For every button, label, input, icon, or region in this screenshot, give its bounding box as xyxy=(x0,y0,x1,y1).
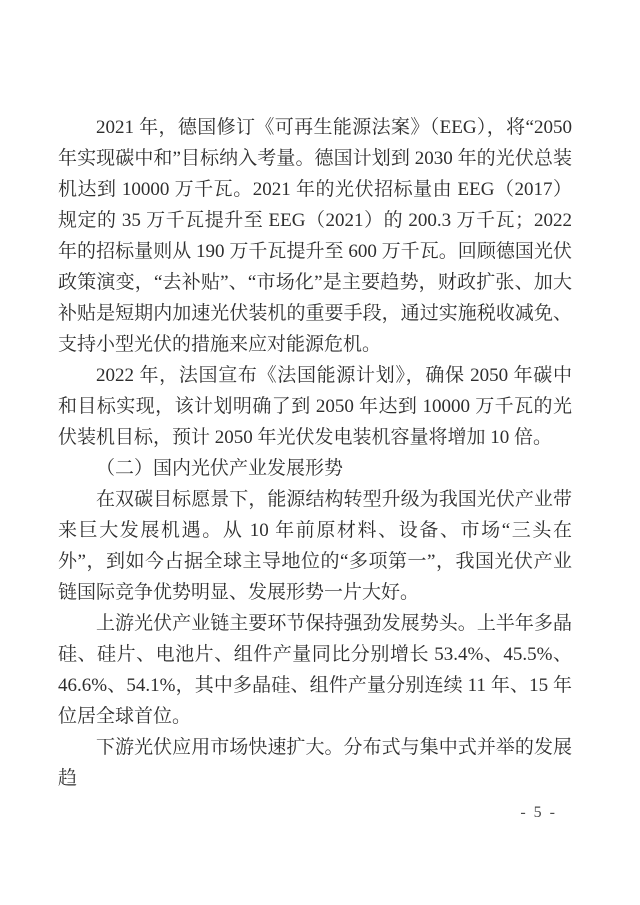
page-number: - 5 - xyxy=(520,804,557,821)
section-heading-domestic-pv: （二）国内光伏产业发展形势 xyxy=(96,458,344,479)
paragraph-france-energy-plan: 2022 年，法国宣布《法国能源计划》，确保 2050 年碳中和目标实现，该计划明确了到 2050 年达到 10000 万千瓦的光伏装机目标，预计 2050 年光伏发电装机容量将增加 10 倍。 xyxy=(58,365,572,448)
document-body xyxy=(58,112,572,794)
paragraph-germany-eeg: 2021 年，德国修订《可再生能源法案》（EEG），将“2050 年实现碳中和”目标纳入考量。德国计划到 2030 年的光伏总装机达到 10000 万千瓦。2021 年的光伏招标量由 EEG（2017）规定的 35 万千瓦提升至 EEG（2021）的 200.3 万千瓦；2022 年的招标量则从 190 万千瓦提升至 600 万千瓦。回顾德国光伏政策演变，“去补贴”、“市场化”是主要趋势，财政扩张、加大补贴是短期内加速光伏装机的重要手段，通过实施税收减免、支持小型光伏的措施来应对能源危机。 xyxy=(58,117,572,355)
paragraph-upstream-chain: 上游光伏产业链主要环节保持强劲发展势头。上半年多晶硅、硅片、电池片、组件产量同比分别增长 53.4%、45.5%、46.6%、54.1%，其中多晶硅、组件产量分别连续 11 年、15 年位居全球首位。 xyxy=(58,613,572,727)
paragraph-downstream-market: 下游光伏应用市场快速扩大。分布式与集中式并举的发展趋 xyxy=(58,737,572,789)
paragraph-dual-carbon-opportunity: 在双碳目标愿景下，能源结构转型升级为我国光伏产业带来巨大发展机遇。从 10 年前原材料、设备、市场“三头在外”，到如今占据全球主导地位的“多项第一”，我国光伏产业链国际竞争优势明显、发展形势一片大好。 xyxy=(58,489,572,603)
